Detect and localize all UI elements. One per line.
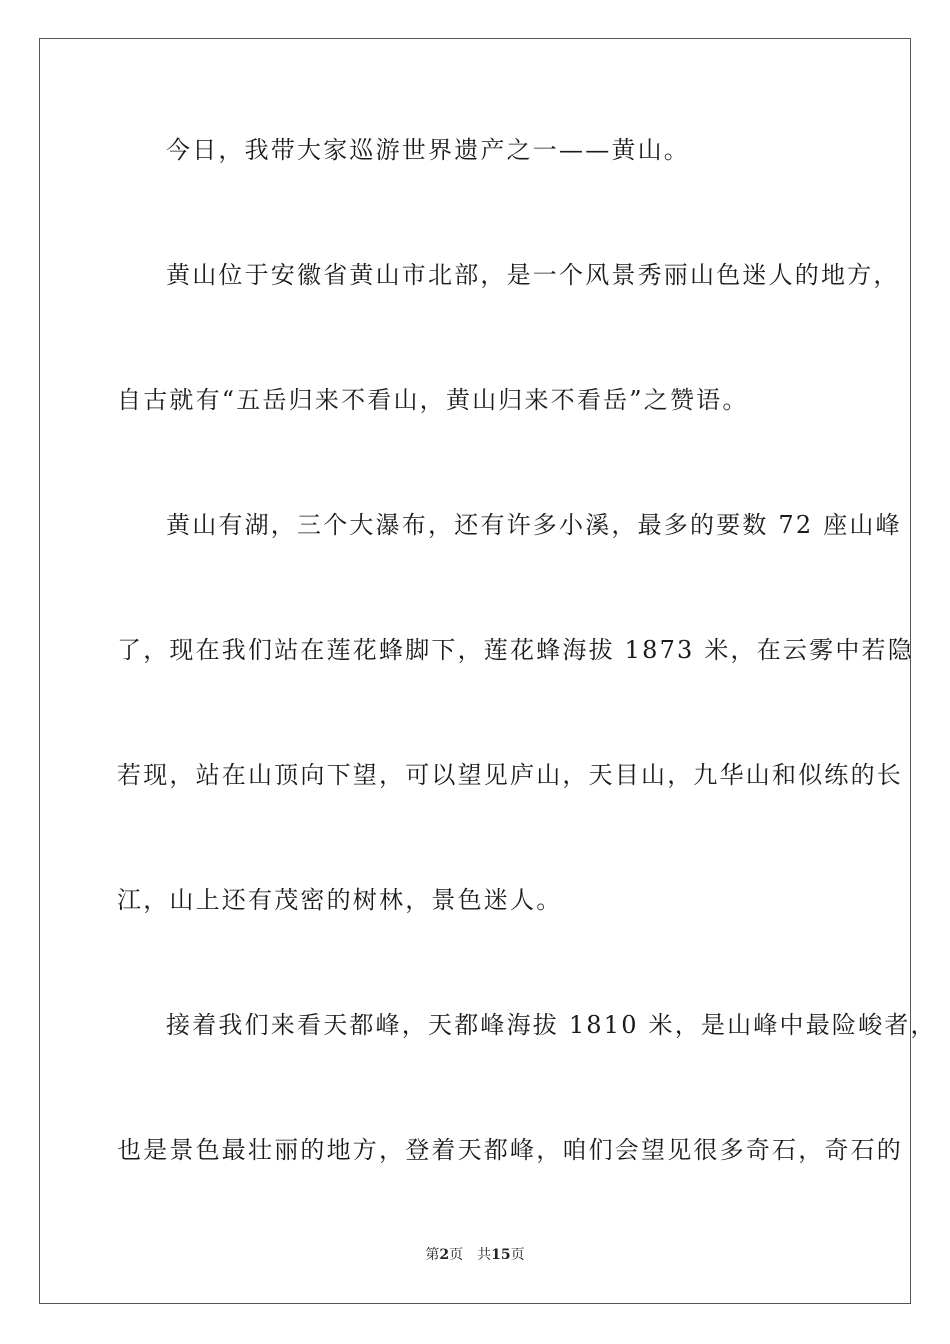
total-suffix: 页: [510, 1247, 525, 1263]
paragraph-line: 了，现在我们站在莲花蜂脚下，莲花蜂海拔 1873 米，在云雾中若隐: [117, 636, 914, 664]
page-border: [39, 38, 911, 1304]
paragraph-line: 若现，站在山顶向下望，可以望见庐山，天目山，九华山和似练的长: [117, 761, 903, 789]
paragraph-line: 接着我们来看天都峰，天都峰海拔 1810 米，是山峰中最险峻者，: [166, 1011, 937, 1039]
paragraph-line: 江，山上还有茂密的树林，景色迷人。: [117, 886, 563, 914]
page-footer: [0, 1246, 950, 1264]
page-number: 2: [439, 1247, 450, 1263]
total-prefix: 共: [477, 1247, 492, 1263]
page-suffix: 页: [449, 1247, 464, 1263]
paragraph-line: 也是景色最壮丽的地方，登着天都峰，咱们会望见很多奇石，奇石的: [117, 1136, 903, 1164]
paragraph-line: 黄山有湖，三个大瀑布，还有许多小溪，最多的要数 72 座山峰: [166, 511, 902, 539]
paragraph-line: 黄山位于安徽省黄山市北部，是一个风景秀丽山色迷人的地方，: [166, 261, 900, 289]
total-pages: 15: [491, 1247, 511, 1263]
page-prefix: 第: [425, 1247, 440, 1263]
paragraph-line: 今日，我带大家巡游世界遗产之一——黄山。: [166, 136, 690, 164]
paragraph-line: 自古就有“五岳归来不看山，黄山归来不看岳”之赞语。: [117, 386, 749, 414]
